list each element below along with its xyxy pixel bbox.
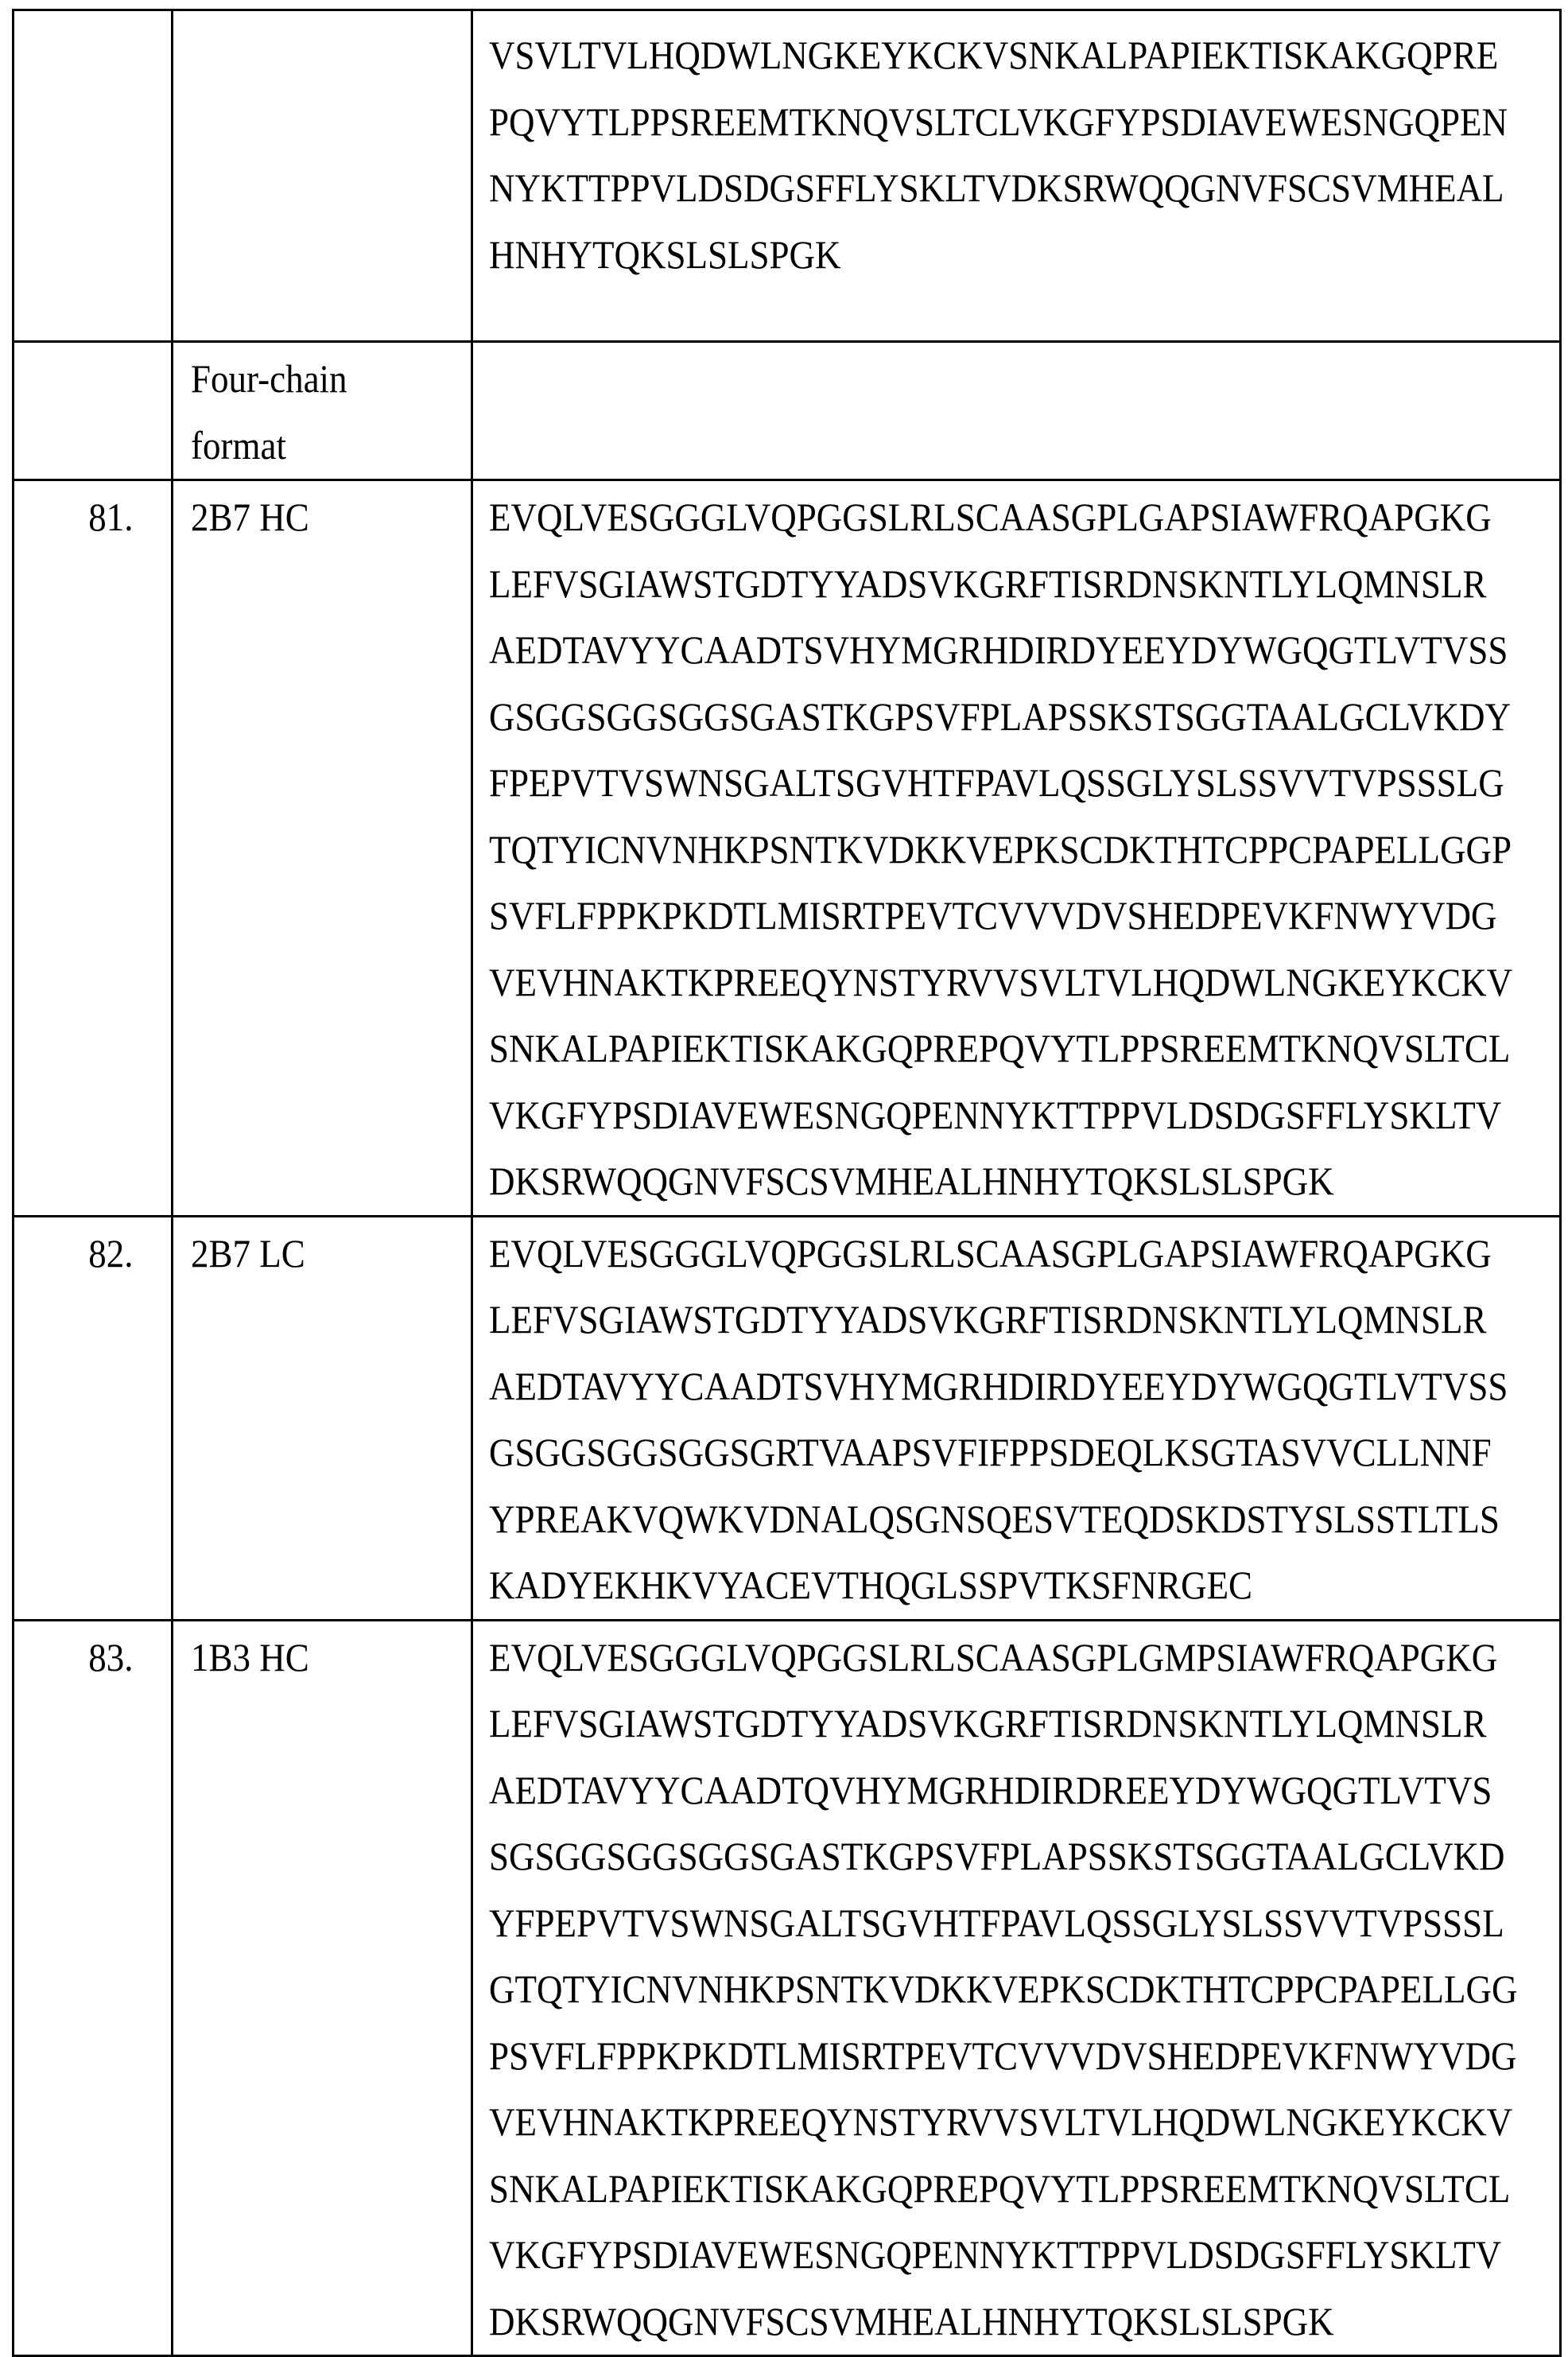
description-cell (173, 342, 472, 480)
seq-id-number: 83. (88, 1625, 133, 1691)
table-row (14, 480, 1561, 1217)
description-text: format (191, 413, 286, 480)
sequence-text: YPREAKVQWKVDNALQSGNSQESVTEQDSKDSTYSLSSTLTLS (489, 1486, 1500, 1553)
description-text: Four-chain (191, 346, 347, 413)
sequence-text-line (489, 1353, 1559, 1420)
sequence-text-line (489, 1552, 1559, 1619)
sequence-text: LEFVSGIAWSTGDTYYADSVKGRFTISRDNSKNTLYLQMNSLR (489, 1287, 1486, 1353)
description-cell (173, 480, 472, 1217)
sequence-text: NYKTTPPVLDSDGSFFLYSKLTVDKSRWQQGNVFSCSVMHEAL (489, 155, 1504, 222)
sequence-text-line (489, 2089, 1559, 2156)
sequence-text-line (489, 1015, 1559, 1082)
sequence-text: EVQLVESGGGLVQPGGSLRLSCAASGPLGMPSIAWFRQAPGKG (489, 1625, 1497, 1691)
sequence-text-line (489, 617, 1559, 684)
sequence-text-line (489, 1148, 1559, 1215)
sequence-text-line (489, 817, 1559, 883)
description-cell (173, 1216, 472, 1620)
sequence-text: DKSRWQQGNVFSCSVMHEALHNHYTQKSLSLSPGK (489, 1148, 1334, 1215)
sequence-text-line (489, 1823, 1559, 1890)
seq-id-number-line (14, 1625, 133, 1691)
sequence-text: SVFLFPPKPKDTLMISRTPEVTCVVVDVSHEDPEVKFNWYVDG (489, 883, 1496, 949)
sequence-text-line (489, 883, 1559, 949)
sequence-text: LEFVSGIAWSTGDTYYADSVKGRFTISRDNSKNTLYLQMNSLR (489, 551, 1486, 618)
sequence-text-line (489, 1757, 1559, 1824)
description-cell (173, 1620, 472, 2356)
sequence-text-line (489, 684, 1559, 751)
sequence-text: VEVHNAKTKPREEQYNSTYRVVSVLTVLHQDWLNGKEYKCKV (489, 949, 1512, 1016)
description-text: 2B7 HC (191, 484, 309, 551)
seq-id-cell (14, 342, 173, 480)
sequence-text: VSVLTVLHQDWLNGKEYKCKVSNKALPAPIEKTISKAKGQPRE (489, 22, 1498, 89)
seq-id-number: 82. (88, 1221, 133, 1287)
sequence-text: HNHYTQKSLSLSPGK (489, 222, 841, 289)
sequence-text-line (489, 1691, 1559, 1757)
sequence-text-line (489, 1221, 1559, 1287)
sequence-text: SNKALPAPIEKTISKAKGQPREPQVYTLPPSREEMTKNQVSLTCL (489, 1015, 1510, 1082)
sequence-table-body (14, 10, 1561, 2356)
sequence-text-line (489, 1956, 1559, 2023)
sequence-text-line (489, 222, 1559, 289)
sequence-text: PSVFLFPPKPKDTLMISRTPEVTCVVVDVSHEDPEVKFNWYVDG (489, 2023, 1516, 2090)
sequence-text-line (489, 551, 1559, 618)
seq-id-number-line (14, 1221, 133, 1287)
sequence-text: GTQTYICNVNHKPSNTKVDKKVEPKSCDKTHTCPPCPAPELLGG (489, 1956, 1517, 2023)
sequence-text: AEDTAVYYCAADTSVHYMGRHDIRDYEEYDYWGQGTLVTVSS (489, 617, 1508, 684)
sequence-text-line (489, 1419, 1559, 1486)
table-row (14, 1620, 1561, 2356)
sequence-text-line (489, 2222, 1559, 2289)
sequence-text: AEDTAVYYCAADTQVHYMGRHDIRDREEYDYWGQGTLVTVS (489, 1757, 1492, 1824)
sequence-text-line (489, 2023, 1559, 2090)
sequence-text: VEVHNAKTKPREEQYNSTYRVVSVLTVLHQDWLNGKEYKCKV (489, 2089, 1512, 2156)
sequence-text-line (489, 1625, 1559, 1691)
sequence-text: VKGFYPSDIAVEWESNGQPENNYKTTPPVLDSDGSFFLYSKLTV (489, 2222, 1501, 2289)
continuation-row (14, 10, 1561, 342)
seq-id-cell (14, 10, 173, 342)
section-header-row (14, 342, 1561, 480)
sequence-text: DKSRWQQGNVFSCSVMHEALHNHYTQKSLSLSPGK (489, 2289, 1334, 2355)
sequence-text: LEFVSGIAWSTGDTYYADSVKGRFTISRDNSKNTLYLQMNSLR (489, 1691, 1486, 1757)
sequence-text: YFPEPVTVSWNSGALTSGVHTFPAVLQSSGLYSLSSVVTVPSSSL (489, 1890, 1504, 1957)
sequence-text-line (489, 22, 1559, 89)
description-text: 2B7 LC (191, 1221, 305, 1287)
sequence-text: SGSGGSGGSGGSGASTKGPSVFPLAPSSKSTSGGTAALGCLVKD (489, 1823, 1505, 1890)
sequence-text-line (489, 1486, 1559, 1553)
description-text-line (191, 413, 471, 480)
seq-id-number-line (14, 484, 133, 551)
sequence-text-line (489, 2156, 1559, 2223)
description-text-line (191, 1625, 471, 1691)
sequence-text-line (489, 750, 1559, 817)
sequence-text: EVQLVESGGGLVQPGGSLRLSCAASGPLGAPSIAWFRQAPGKG (489, 484, 1492, 551)
sequence-text-line (489, 949, 1559, 1016)
description-text-line (191, 346, 471, 413)
sequence-text: GSGGSGGSGGSGASTKGPSVFPLAPSSKSTSGGTAALGCLVKDY (489, 684, 1511, 751)
sequence-text: SNKALPAPIEKTISKAKGQPREPQVYTLPPSREEMTKNQVSLTCL (489, 2156, 1510, 2223)
description-text-line (191, 484, 471, 551)
sequence-text-line (489, 484, 1559, 551)
description-text: 1B3 HC (191, 1625, 309, 1691)
sequence-text-line (489, 1890, 1559, 1957)
sequence-text-line (489, 1287, 1559, 1353)
sequence-cell (472, 10, 1561, 342)
sequence-text-line (489, 89, 1559, 156)
sequence-text: GSGGSGGSGGSGRTVAAPSVFIFPPSDEQLKSGTASVVCLLNNF (489, 1419, 1492, 1486)
seq-id-cell (14, 1620, 173, 2356)
sequence-cell (472, 342, 1561, 480)
sequence-text: AEDTAVYYCAADTSVHYMGRHDIRDYEEYDYWGQGTLVTVSS (489, 1353, 1508, 1420)
sequence-cell (472, 480, 1561, 1217)
sequence-table (12, 9, 1562, 2357)
sequence-cell (472, 1620, 1561, 2356)
table-row (14, 1216, 1561, 1620)
sequence-text: PQVYTLPPSREEMTKNQVSLTCLVKGFYPSDIAVEWESNGQPEN (489, 89, 1508, 156)
sequence-text: KADYEKHKVYACEVTHQGLSSPVTKSFNRGEC (489, 1552, 1252, 1619)
sequence-text-line (489, 2289, 1559, 2355)
sequence-text: VKGFYPSDIAVEWESNGQPENNYKTTPPVLDSDGSFFLYSKLTV (489, 1082, 1501, 1149)
sequence-cell (472, 1216, 1561, 1620)
description-text-line (191, 1221, 471, 1287)
description-cell (173, 10, 472, 342)
seq-id-cell (14, 1216, 173, 1620)
sequence-text-line (489, 155, 1559, 222)
sequence-text: TQTYICNVNHKPSNTKVDKKVEPKSCDKTHTCPPCPAPELLGGP (489, 817, 1512, 883)
seq-id-cell (14, 480, 173, 1217)
sequence-text: FPEPVTVSWNSGALTSGVHTFPAVLQSSGLYSLSSVVTVPSSSLG (489, 750, 1504, 817)
sequence-text-line (489, 1082, 1559, 1149)
sequence-text: EVQLVESGGGLVQPGGSLRLSCAASGPLGAPSIAWFRQAPGKG (489, 1221, 1492, 1287)
seq-id-number: 81. (88, 484, 133, 551)
